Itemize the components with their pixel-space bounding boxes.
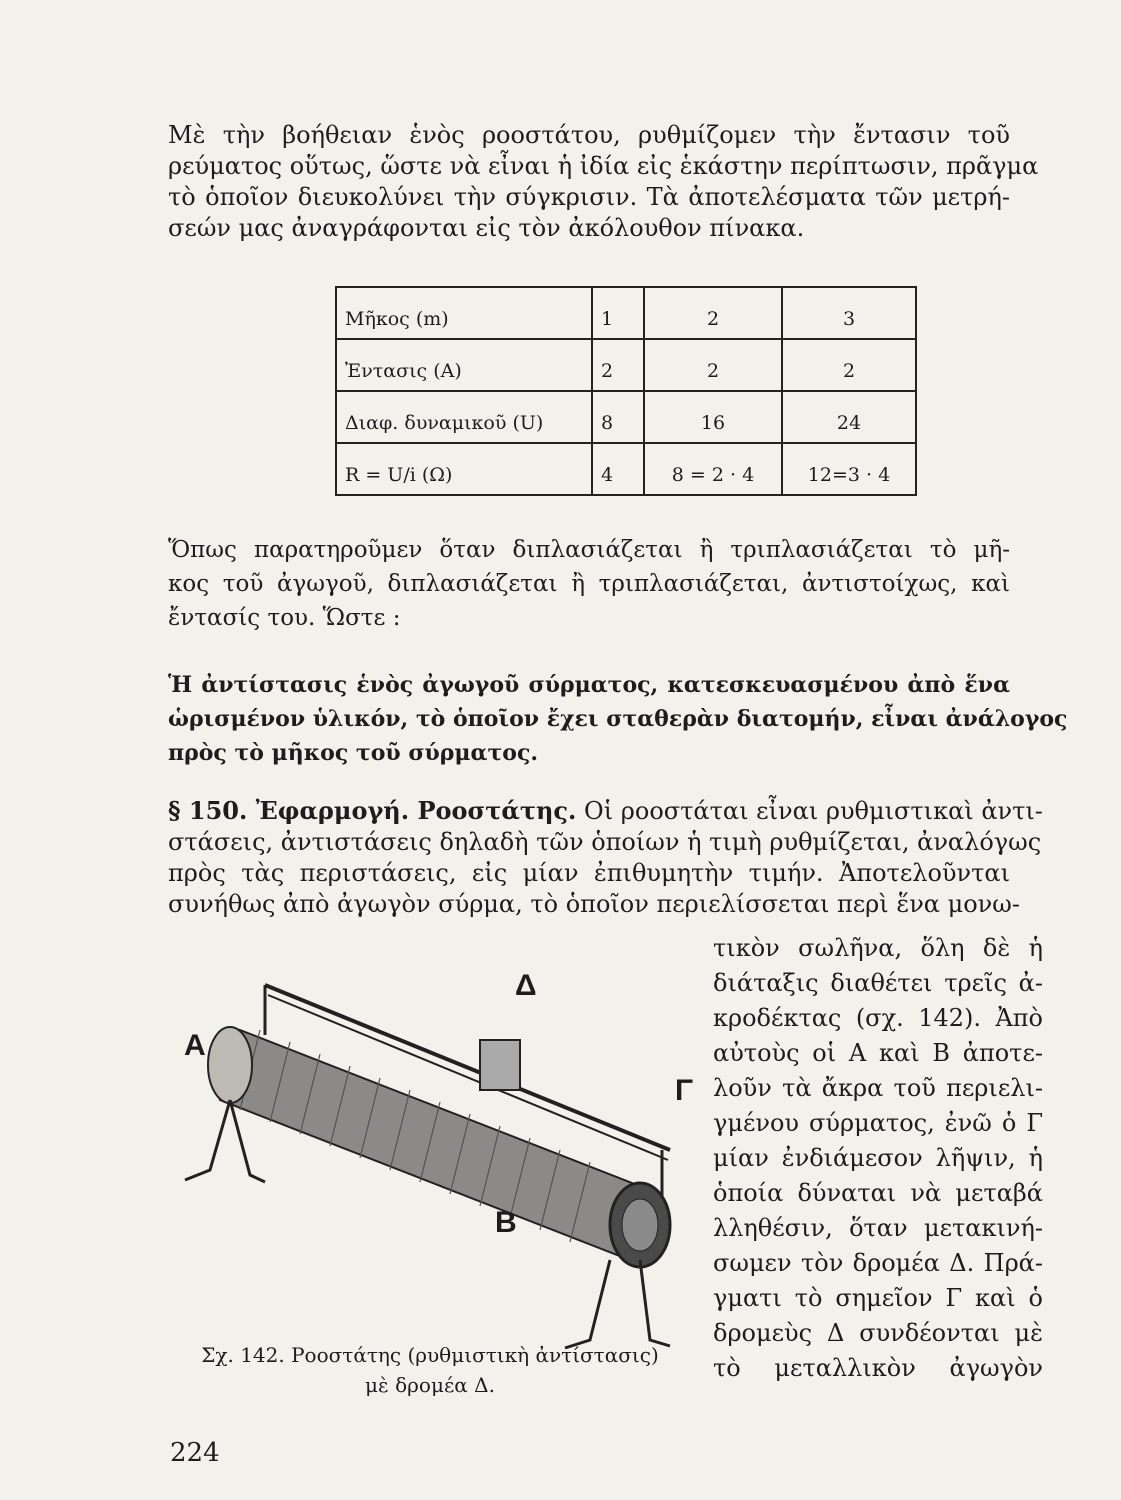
side-line: γματι τὸ σημεῖον Γ καὶ ὁ (713, 1284, 1043, 1312)
side-line: ὁποία δύναται νὰ μεταβά (713, 1179, 1043, 1207)
side-line: τὸ μεταλλικὸν ἀγωγὸν (713, 1354, 1043, 1382)
rheostat-drawing (185, 985, 670, 1348)
section-text: Οἱ ροοστάται εἶναι ρυθμιστικαὶ ἀντι- (584, 797, 1043, 825)
rheostat-figure (170, 960, 710, 1350)
side-line: λληθέσιν, ὅταν μετακινή- (713, 1214, 1043, 1242)
table-cell: 2 (592, 339, 644, 391)
table-row (336, 443, 916, 495)
side-line: αὐτοὺς οἱ Α καὶ Β ἀποτε- (713, 1039, 1043, 1067)
side-line: λοῦν τὰ ἄκρα τοῦ περιελι- (713, 1074, 1043, 1102)
section-line: συνήθως ἀπὸ ἀγωγὸν σύρμα, τὸ ὁποῖον περιελίσσεται περὶ ἕνα μονω- (168, 890, 1020, 918)
section-line: στάσεις, ἀντιστάσεις δηλαδὴ τῶν ὁποίων ἡ τιμὴ ρυθμίζεται, ἀναλόγως (168, 828, 1042, 856)
side-line: σωμεν τὸν δρομέα Δ. Πρά- (713, 1249, 1043, 1277)
intro-paragraph (168, 120, 1039, 244)
label-d: Δ (515, 969, 537, 1002)
table-row (336, 391, 916, 443)
table-cell: 2 (644, 339, 782, 391)
row-label: R = U/i (Ω) (336, 443, 592, 495)
law-line: Ἡ ἀντίστασις ἑνὸς ἀγωγοῦ σύρματος, κατεσκευασμένου ἀπὸ ἕνα (168, 672, 1010, 698)
page-number: 224 (170, 1438, 220, 1468)
side-line: γμένου σύρματος, ἐνῶ ὁ Γ (713, 1109, 1043, 1137)
intro-line: τὸ ὁποῖον διευκολύνει τὴν σύγκρισιν. Τὰ ἀποτελέσματα τῶν μετρή- (168, 183, 1010, 211)
side-line: κροδέκτας (σχ. 142). Ἀπὸ (713, 1004, 1043, 1032)
table-cell: 2 (644, 287, 782, 339)
table-cell: 2 (782, 339, 916, 391)
table-cell: 24 (782, 391, 916, 443)
side-line: μίαν ἐνδιάμεσον λῆψιν, ἡ (713, 1144, 1043, 1172)
section-paragraph (168, 795, 1043, 920)
intro-line: σεών μας ἀναγράφονται εἰς τὸν ἀκόλουθον πίνακα. (168, 214, 805, 242)
observation-paragraph (168, 533, 1010, 635)
observation-line: Ὅπως παρατηροῦμεν ὅταν διπλασιάζεται ἢ τριπλασιάζεται τὸ μῆ- (168, 537, 1010, 563)
caption-line: Σχ. 142. Ροοστάτης (ρυθμιστικὴ ἀντίστασις) (201, 1343, 659, 1367)
table-cell: 4 (592, 443, 644, 495)
table-cell: 12=3 · 4 (782, 443, 916, 495)
side-column-text (713, 931, 1043, 1386)
row-label: Ἐντασις (A) (336, 339, 592, 391)
label-g: Γ (675, 1074, 694, 1107)
intro-line: ρεύματος οὕτως, ὥστε νὰ εἶναι ἡ ἰδία εἰς ἑκάστην περίπτωσιν, πρᾶγμα (168, 152, 1039, 180)
side-line: δρομεὺς Δ συνδέονται μὲ (713, 1319, 1043, 1347)
law-statement (168, 668, 1068, 770)
measurements-table (335, 286, 917, 496)
section-line: πρὸς τὰς περιστάσεις, εἰς μίαν ἐπιθυμητὴν τιμήν. Ἀποτελοῦνται (168, 859, 1010, 887)
figure-caption (170, 1340, 690, 1400)
table-cell: 8 (592, 391, 644, 443)
table-row (336, 287, 916, 339)
section-heading: § 150. Ἐφαρμογή. Ροοστάτης. (168, 796, 577, 825)
observation-line: κος τοῦ ἀγωγοῦ, διπλασιάζεται ἢ τριπλασιάζεται, ἀντιστοίχως, καὶ (168, 571, 1010, 597)
observation-line: ἔντασίς του. Ὥστε : (168, 605, 401, 631)
section-first-line (168, 795, 1043, 827)
table-cell: 8 = 2 · 4 (644, 443, 782, 495)
law-line: πρὸς τὸ μῆκος τοῦ σύρματος. (168, 740, 538, 766)
intro-line: Μὲ τὴν βοήθειαν ἑνὸς ροοστάτου, ρυθμίζομεν τὴν ἔντασιν τοῦ (168, 121, 1010, 149)
row-label: Μῆκος (m) (336, 287, 592, 339)
label-b: Β (495, 1206, 517, 1239)
caption-line: μὲ δρομέα Δ. (365, 1373, 495, 1397)
law-line: ὡρισμένον ὑλικόν, τὸ ὁποῖον ἔχει σταθερὰν διατομήν, εἶναι ἀνάλογος (168, 706, 1068, 732)
table-cell: 16 (644, 391, 782, 443)
table-row (336, 339, 916, 391)
side-line: τικὸν σωλῆνα, ὅλη δὲ ἡ (713, 934, 1043, 962)
row-label: Διαφ. δυναμικοῦ (U) (336, 391, 592, 443)
side-line: διάταξις διαθέτει τρεῖς ἀ- (713, 969, 1043, 997)
table-cell: 1 (592, 287, 644, 339)
label-a: Α (184, 1029, 206, 1062)
table-cell: 3 (782, 287, 916, 339)
